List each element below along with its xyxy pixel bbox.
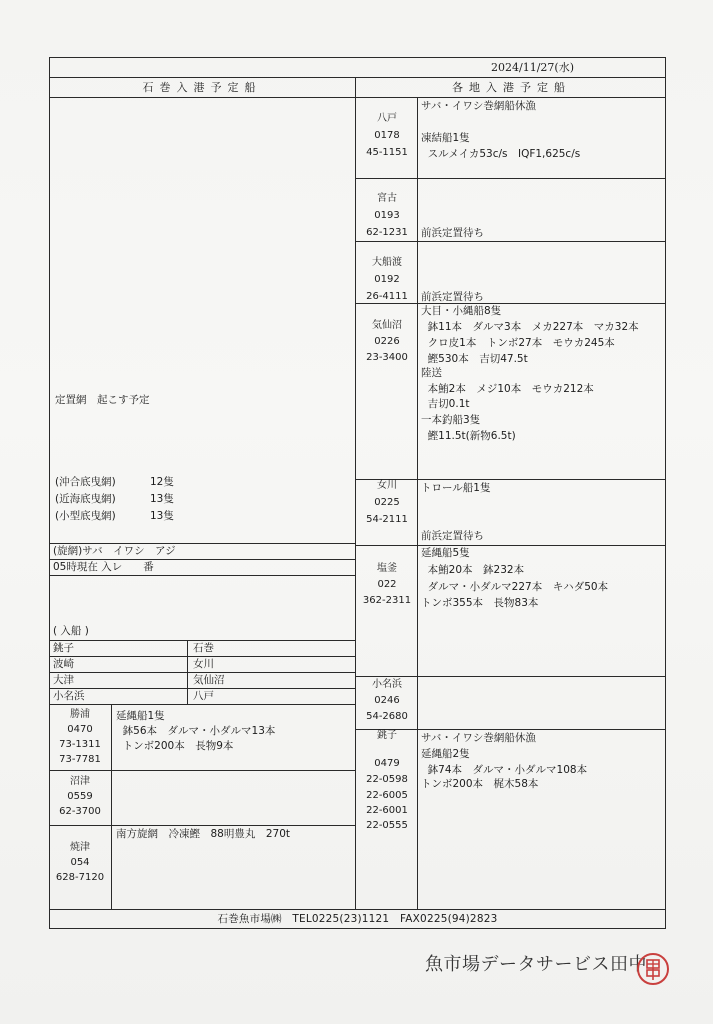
port-to: 気仙沼 <box>193 674 225 686</box>
port-name-kesennuma: 気仙沼 <box>372 320 402 331</box>
port-from: 大津 <box>53 674 74 686</box>
port-line: 前浜定置待ち <box>421 530 484 542</box>
fixed-net-note: 定置網 起こす予定 <box>55 394 150 406</box>
trawl-count: 13隻 <box>150 510 174 522</box>
purse-seine-label: (旋網)サバ イワシ アジ <box>53 545 176 557</box>
port-from: 波崎 <box>53 658 74 670</box>
port-from: 銚子 <box>53 642 74 654</box>
port-to: 八戸 <box>193 690 214 702</box>
port-tel: 22-6001 <box>366 805 408 816</box>
port-name-ofunato: 大船渡 <box>372 257 402 268</box>
port-line: ダルマ・小ダルマ227本 キハダ50本 <box>421 581 609 593</box>
port-name-choshi: 銚子 <box>377 730 397 741</box>
port-tel: 54-2111 <box>366 514 408 525</box>
port-line: トンボ200本 長物9本 <box>116 740 234 752</box>
port-line: 鉢56本 ダルマ・小ダルマ13本 <box>116 725 276 737</box>
port-line: 前浜定置待ち <box>421 291 484 303</box>
port-to: 石巻 <box>193 642 214 654</box>
port-tel: 0226 <box>374 336 400 347</box>
port-name-miyako: 宮古 <box>377 193 397 204</box>
port-line: 南方旋網 冷凍鰹 88明豊丸 270t <box>116 828 291 840</box>
port-tel: 0225 <box>374 497 400 508</box>
port-to: 女川 <box>193 658 214 670</box>
seal-glyph-icon <box>639 955 667 983</box>
seal-stamp <box>637 953 669 985</box>
port-line: クロ皮1本 トンボ27本 モウカ245本 <box>421 337 615 349</box>
port-name-onagawa: 女川 <box>377 480 397 491</box>
port-tel: 62-3700 <box>59 806 101 817</box>
port-tel: 0470 <box>67 724 93 735</box>
arrivals-title: ( 入船 ) <box>53 625 89 637</box>
port-line: 延縄船2隻 <box>421 748 470 760</box>
port-line: 鰹530本 吉切47.5t <box>421 353 528 365</box>
port-tel: 22-0555 <box>366 820 408 831</box>
port-line: 延縄船1隻 <box>116 710 165 722</box>
port-tel: 0246 <box>374 695 400 706</box>
left-header: 石巻入港予定船 <box>142 81 262 94</box>
port-line: 大目・小縄船8隻 <box>421 305 502 317</box>
port-tel: 0479 <box>374 758 400 769</box>
port-tel: 628-7120 <box>55 872 105 883</box>
port-tel: 054 <box>70 857 90 868</box>
signature: 魚市場データサービス田中 <box>425 954 647 975</box>
trawl-label: (近海底曳網) <box>55 493 116 505</box>
port-line: 鉢11本 ダルマ3本 メカ227本 マカ32本 <box>421 321 639 333</box>
port-line: サバ・イワシ巻網船休漁 <box>421 732 536 744</box>
port-tel: 26-4111 <box>366 291 408 302</box>
port-line: 吉切0.1t <box>421 398 470 410</box>
port-tel: 0192 <box>374 274 400 285</box>
port-name-yaizu: 焼津 <box>70 842 90 853</box>
port-from: 小名浜 <box>53 690 85 702</box>
trawl-count: 13隻 <box>150 493 174 505</box>
port-tel: 0193 <box>374 210 400 221</box>
port-tel: 362-2311 <box>362 595 412 606</box>
trawl-count: 12隻 <box>150 476 174 488</box>
port-name-katsuura: 勝浦 <box>70 709 90 720</box>
port-tel: 73-7781 <box>59 754 101 765</box>
port-line: 鰹11.5t(新物6.5t) <box>421 430 516 442</box>
trawl-label: (沖合底曳網) <box>55 476 116 488</box>
port-line: トンボ355本 長物83本 <box>421 597 539 609</box>
port-tel: 22-6005 <box>366 790 408 801</box>
port-tel: 73-1311 <box>59 739 101 750</box>
port-tel: 022 <box>377 579 397 590</box>
port-line: トンボ200本 梶木58本 <box>421 778 539 790</box>
port-tel: 0559 <box>67 791 93 802</box>
port-line: 本鮪20本 鉢232本 <box>421 564 525 576</box>
arrival-status: 05時現在 入レ 番 <box>53 561 154 573</box>
port-line: サバ・イワシ巻網船休漁 <box>421 100 536 112</box>
port-line: 本鮪2本 メジ10本 モウカ212本 <box>421 383 594 395</box>
port-tel: 0178 <box>374 130 400 141</box>
port-name-numazu: 沼津 <box>70 776 90 787</box>
report-date: 2024/11/27(水) <box>491 61 574 74</box>
port-line: トロール船1隻 <box>421 482 491 494</box>
rule <box>49 77 666 78</box>
port-line: 鉢74本 ダルマ・小ダルマ108本 <box>421 764 588 776</box>
port-tel: 62-1231 <box>366 227 408 238</box>
port-tel: 45-1151 <box>366 147 408 158</box>
port-line: スルメイカ53c/s IQF1,625c/s <box>421 148 581 160</box>
footer-contact: 石巻魚市場㈱ TEL0225(23)1121 FAX0225(94)2823 <box>217 913 498 925</box>
port-tel: 22-0598 <box>366 774 408 785</box>
port-tel: 23-3400 <box>366 352 408 363</box>
column-divider <box>355 77 356 909</box>
port-line: 前浜定置待ち <box>421 227 484 239</box>
port-name-hachinohe: 八戸 <box>377 113 397 124</box>
port-line: 延縄船5隻 <box>421 547 470 559</box>
port-tel: 54-2680 <box>366 711 408 722</box>
port-line: 凍結船1隻 <box>421 132 470 144</box>
port-name-onahama: 小名浜 <box>372 679 402 690</box>
trawl-label: (小型底曳網) <box>55 510 116 522</box>
port-name-shiogama: 塩釜 <box>377 563 397 574</box>
port-line: 陸送 <box>421 367 442 379</box>
port-line: 一本釣船3隻 <box>421 414 481 426</box>
right-header: 各地入港予定船 <box>452 81 571 94</box>
